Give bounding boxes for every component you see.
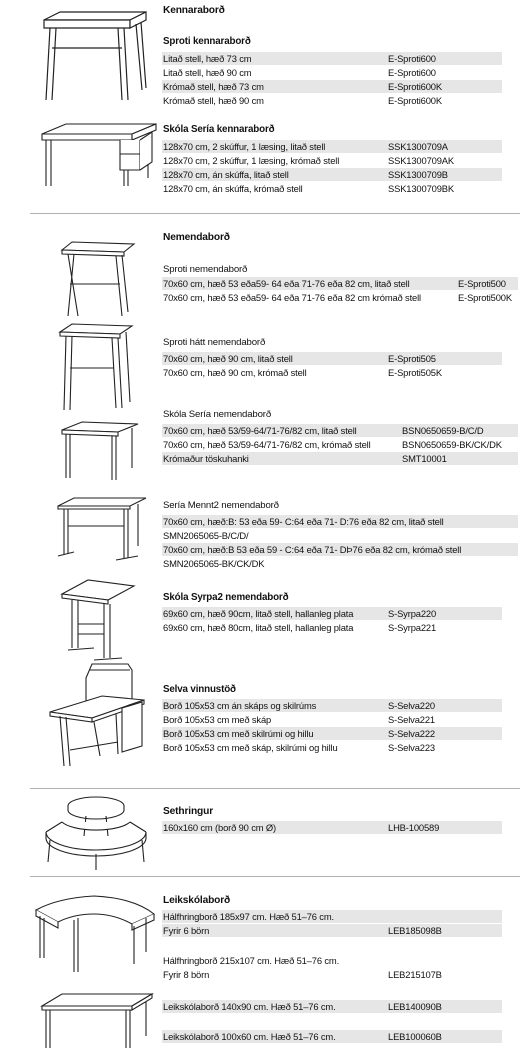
row-description: 70x60 cm, hæð 53 eða59- 64 eða 71-76 eða 82 cm, litað stell <box>163 278 410 289</box>
row-description: 128x70 cm, 2 skúffur, 1 læsing, litað stell <box>163 141 326 152</box>
table-row <box>162 1000 502 1013</box>
table-row <box>162 80 502 93</box>
product-title-skola-syrpa2-nemendabord: Skóla Syrpa2 nemendaborð <box>163 592 289 603</box>
row-description: Fyrir 8 börn <box>163 969 210 980</box>
table-row <box>162 515 518 528</box>
skola-seria-student-desk-illustration <box>58 420 140 482</box>
table-row <box>162 954 502 967</box>
section-heading-leikskolabord: Leikskólaborð <box>163 895 231 906</box>
row-code: LEB140090B <box>388 1001 442 1012</box>
row-description: Krómaður töskuhanki <box>163 453 249 464</box>
table-row <box>162 66 502 79</box>
row-line: SMN2065065-B/C/D/ <box>163 530 249 541</box>
row-code: LHB-100589 <box>388 822 440 833</box>
product-title-skola-seria-nemendabord: Skóla Sería nemendaborð <box>163 409 272 420</box>
row-description: 128x70 cm, án skúffa, krómað stell <box>163 183 303 194</box>
preschool-table-illustration <box>40 992 154 1052</box>
row-code: SSK1300709A <box>388 141 448 152</box>
row-description: Litað stell, hæð 90 cm <box>163 67 252 78</box>
row-code: S-Selva222 <box>388 728 435 739</box>
row-code: E-Sproti600K <box>388 81 442 92</box>
table-row <box>162 910 502 923</box>
sproti-high-student-desk-illustration <box>56 320 136 414</box>
row-line: 70x60 cm, hæð:B 53 eða 59 - C:64 eða 71- DÞ76 eða 82 cm, krómað stell <box>163 544 462 555</box>
row-code: E-Sproti600 <box>388 67 436 78</box>
table-row <box>162 140 502 153</box>
row-description: 70x60 cm, hæð 90 cm, krómað stell <box>163 367 307 378</box>
table-row <box>162 182 502 195</box>
row-code: S-Syrpa221 <box>388 622 437 633</box>
row-code: S-Selva223 <box>388 742 435 753</box>
table-row <box>162 699 502 712</box>
table-row <box>162 424 518 437</box>
half-round-table-illustration <box>34 892 156 976</box>
product-title-sproti-nemendabord: Sproti nemendaborð <box>163 264 248 275</box>
row-code: SSK1300709AK <box>388 155 454 166</box>
section-divider <box>30 213 520 214</box>
sproti-teacher-desk-illustration <box>38 8 150 108</box>
row-description: 69x60 cm, hæð 80cm, litað stell, hallanleg plata <box>163 622 354 633</box>
row-code: SSK1300709B <box>388 169 448 180</box>
section-divider <box>30 788 520 789</box>
row-description: Hálfhringborð 185x97 cm. Hæð 51–76 cm. <box>163 911 334 922</box>
table-row <box>162 821 502 834</box>
row-code: SSK1300709BK <box>388 183 454 194</box>
row-code: E-Sproti600 <box>388 53 436 64</box>
row-code: E-Sproti505 <box>388 353 436 364</box>
table-row <box>162 291 518 304</box>
selva-workstation-illustration <box>46 660 146 772</box>
row-code: LEB215107B <box>388 969 442 980</box>
row-description: Krómað stell, hæð 90 cm <box>163 95 264 106</box>
row-description: Hálfhringborð 215x107 cm. Hæð 51–76 cm. <box>163 955 340 966</box>
row-code: LEB100060B <box>388 1031 442 1042</box>
row-description: 128x70 cm, 2 skúffur, 1 læsing, krómað stell <box>163 155 340 166</box>
product-title-selva-vinnustod: Selva vinnustöð <box>163 684 236 695</box>
section-heading-kennarabord: Kennaraborð <box>163 5 225 16</box>
table-row <box>162 529 518 542</box>
product-title-seria-mennt2-nemendabord: Sería Mennt2 nemendaborð <box>163 500 279 511</box>
row-description: Borð 105x53 cm án skáps og skilrúms <box>163 700 317 711</box>
row-code: LEB185098B <box>388 925 442 936</box>
table-row <box>162 452 518 465</box>
table-row <box>162 352 502 365</box>
section-heading-nemendabord: Nemendaborð <box>163 232 230 243</box>
sethringur-seating-ring-illustration <box>40 792 152 872</box>
table-row <box>162 52 502 65</box>
row-description: Borð 105x53 cm með skilrúmi og hillu <box>163 728 314 739</box>
table-row <box>162 277 518 290</box>
row-description: 70x60 cm, hæð 53/59-64/71-76/82 cm, krómað stell <box>163 439 371 450</box>
row-description: Leikskólaborð 140x90 cm. Hæð 51–76 cm. <box>163 1001 336 1012</box>
row-description: Litað stell, hæð 73 cm <box>163 53 252 64</box>
table-row <box>162 727 502 740</box>
table-row <box>162 94 502 107</box>
skola-seria-teacher-desk-illustration <box>38 120 158 192</box>
row-description: Krómað stell, hæð 73 cm <box>163 81 264 92</box>
row-code: E-Sproti500 <box>458 278 506 289</box>
table-row <box>162 1030 502 1043</box>
row-code: SMT10001 <box>402 453 447 464</box>
row-description: 70x60 cm, hæð 53/59-64/71-76/82 cm, litað stell <box>163 425 357 436</box>
row-code: S-Syrpa220 <box>388 608 437 619</box>
table-row <box>162 557 518 570</box>
row-description: 160x160 cm (borð 90 cm Ø) <box>163 822 276 833</box>
row-description: 128x70 cm, án skúffa, litað stell <box>163 169 289 180</box>
table-row <box>162 607 502 620</box>
row-code: E-Sproti505K <box>388 367 442 378</box>
table-row <box>162 366 502 379</box>
row-code: S-Selva220 <box>388 700 435 711</box>
product-title-sproti-hatt-nemendabord: Sproti hátt nemendaborð <box>163 337 266 348</box>
table-row <box>162 924 502 937</box>
row-line: 70x60 cm, hæð:B: 53 eða 59- C:64 eða 71- D:76 eða 82 cm, litað stell <box>163 516 444 527</box>
table-row <box>162 621 502 634</box>
row-code: E-Sproti600K <box>388 95 442 106</box>
section-divider <box>30 876 520 877</box>
row-description: Leikskólaborð 100x60 cm. Hæð 51–76 cm. <box>163 1031 336 1042</box>
skola-syrpa2-student-desk-illustration <box>58 578 136 666</box>
table-row <box>162 741 502 754</box>
product-title-sproti-kennarabord: Sproti kennaraborð <box>163 36 251 47</box>
row-line: SMN2065065-BK/CK/DK <box>163 558 265 569</box>
row-description: 70x60 cm, hæð 90 cm, litað stell <box>163 353 293 364</box>
seria-mennt2-student-desk-illustration <box>54 496 148 566</box>
sproti-student-desk-illustration <box>58 238 138 320</box>
table-row <box>162 168 502 181</box>
row-description: Borð 105x53 cm með skáp <box>163 714 272 725</box>
section-heading-sethringur: Sethringur <box>163 806 214 817</box>
table-row <box>162 154 502 167</box>
row-code: BSN0650659-B/C/D <box>402 425 484 436</box>
table-row <box>162 438 518 451</box>
row-description: 69x60 cm, hæð 90cm, litað stell, hallanleg plata <box>163 608 354 619</box>
table-row <box>162 968 502 981</box>
row-description: Fyrir 6 börn <box>163 925 210 936</box>
row-code: BSN0650659-BK/CK/DK <box>402 439 502 450</box>
table-row <box>162 543 518 556</box>
product-title-skola-seria-kennarabord: Skóla Sería kennaraborð <box>163 124 275 135</box>
row-code: S-Selva221 <box>388 714 435 725</box>
table-row <box>162 713 502 726</box>
row-description: Borð 105x53 cm með skáp, skilrúmi og hillu <box>163 742 338 753</box>
row-description: 70x60 cm, hæð 53 eða59- 64 eða 71-76 eða 82 cm krómað stell <box>163 292 421 303</box>
row-code: E-Sproti500K <box>458 292 512 303</box>
